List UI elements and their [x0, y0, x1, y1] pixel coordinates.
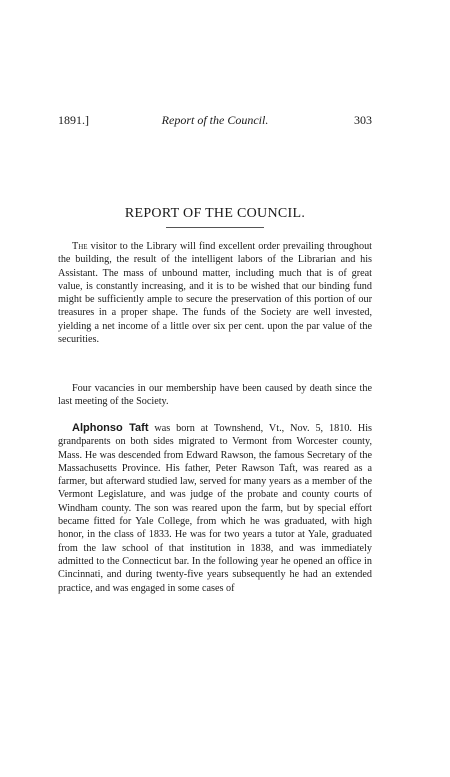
- running-head: [58, 112, 372, 128]
- paragraph-body: visitor to the Library will find excellent order prevailing throughout the building, the result of the intelligent labors of the Librarian and his Assistant. The mass of unbound matter, including much that is of great value, is constantly increasing, and it is to be wished that our binding fund might be sufficiently ample to secure the preservation of this portion of our treasures in a proper shape. The funds of the Society are well invested, yielding a net income of a little over six per cent. upon the par value of the securities.: [58, 241, 372, 346]
- running-head-year: 1891.]: [58, 113, 89, 127]
- paragraph-lead-word: The: [72, 241, 88, 252]
- paragraph-text: Four vacancies in our membership have been caused by death since the last meeting of the Society.: [58, 383, 372, 408]
- obituary-name: Alphonso Taft: [72, 422, 149, 434]
- running-head-title: Report of the Council.: [161, 113, 269, 127]
- section-heading: REPORT OF THE COUNCIL.: [124, 206, 306, 221]
- page-number: 303: [354, 113, 372, 127]
- heading-rule: [166, 227, 264, 228]
- obituary-text: [58, 422, 372, 595]
- paragraph-text: [58, 240, 372, 346]
- paragraph-vacancies: [58, 382, 372, 409]
- obituary-paragraph: [58, 422, 372, 595]
- obituary-body: was born at Townshend, Vt., Nov. 5, 1810. His grandparents on both sides migrated to Vermont from Worcester county, Mass. He was descended from Edward Rawson, the famous Secretary of the Massachusetts Province. His father, Peter Rawson Taft, was reared as a farmer, but afterward studied law, served for many years as a member of the Vermont Legislature, and was judge of the probate and county courts of Windham county. The son was reared upon the farm, but by special effort became fitted for Yale College, from which he was graduated, with high honor, in the class of 1833. He was for two years a tutor at Yale, graduated from the law school of that institution in 1838, and was immediately admitted to the Connecticut bar. In the following year he opened an office in Cincinnati, and during twenty-five years subsequently he had an extended practice, and was engaged in some cases of: [58, 423, 372, 594]
- paragraph-library: [58, 240, 372, 346]
